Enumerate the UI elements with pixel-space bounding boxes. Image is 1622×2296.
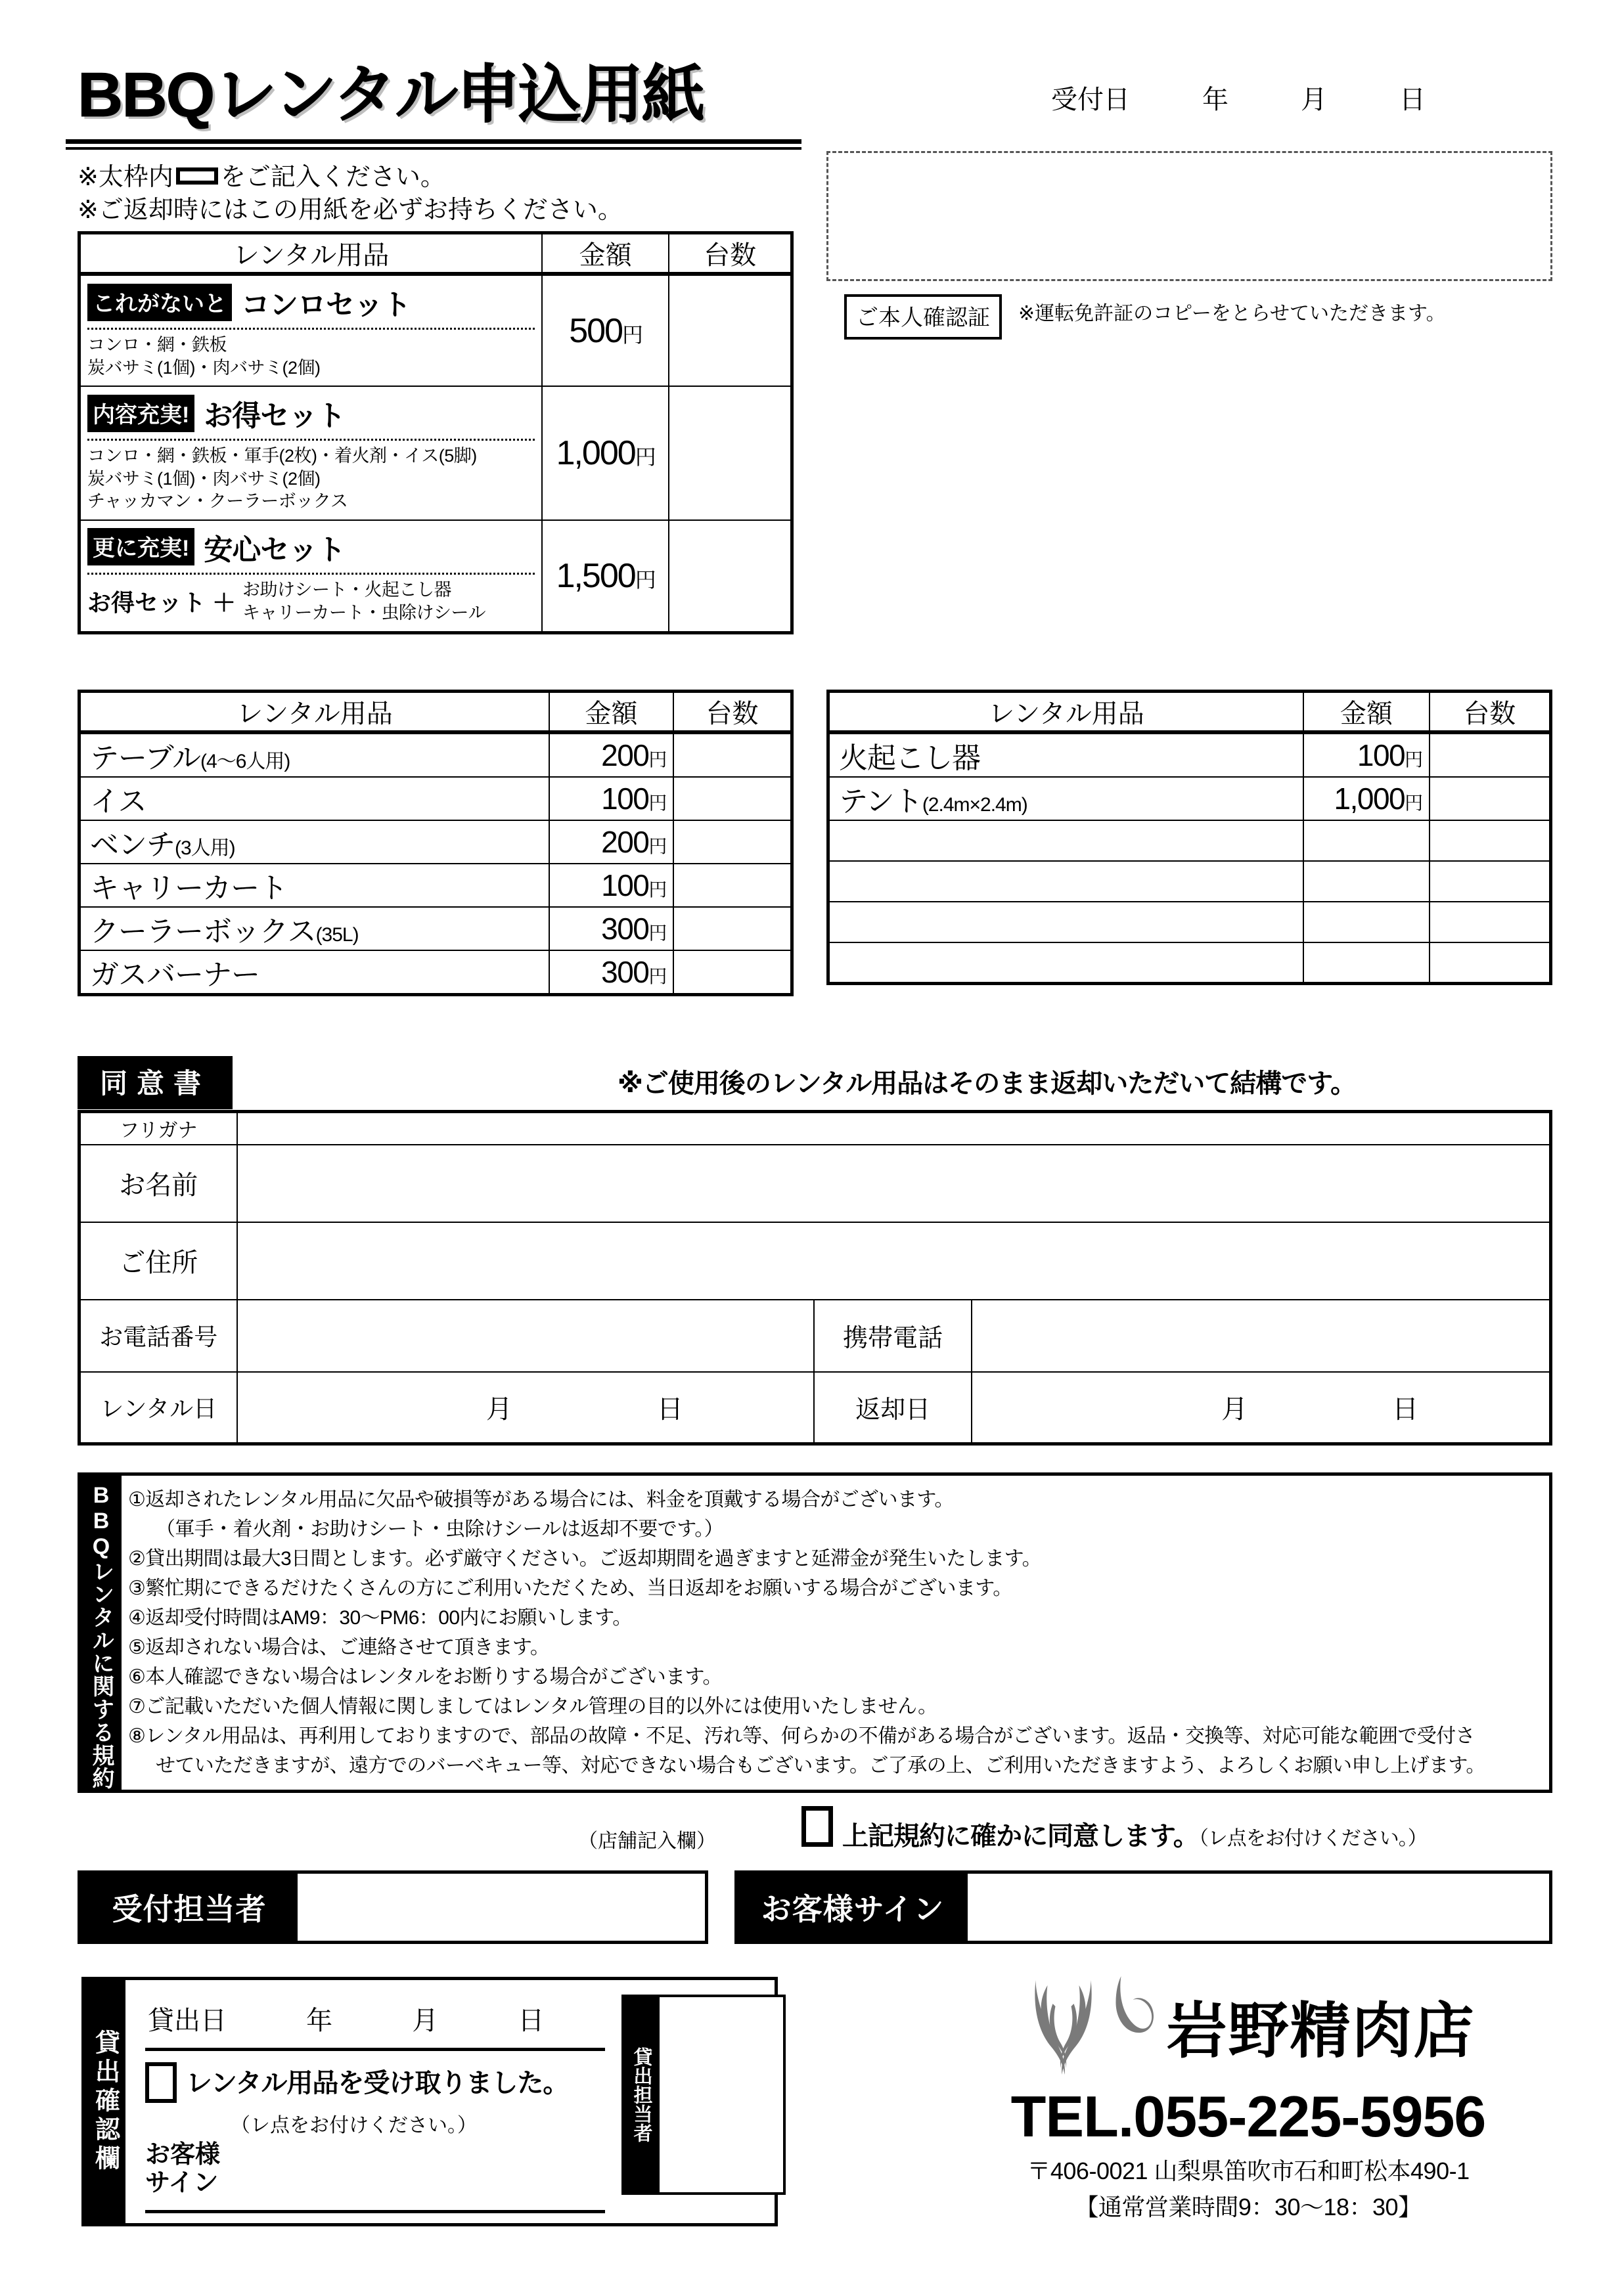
rule-item: ⑥本人確認できない場合はレンタルをお断りする場合がございます。 [128,1666,722,1688]
set-desc-line: お助けシート・火起こし器 [242,579,452,600]
lending-staff-box [621,1995,786,2195]
header-divider [66,139,801,150]
item-price-cell[interactable] [1303,942,1430,983]
receipt-date-label: 受付日 [1051,85,1130,114]
currency-unit: 円 [648,879,666,900]
item-price-cell [1303,732,1430,777]
items-right-col-item: レンタル用品 [828,692,1304,733]
item-name: テーブル [90,742,201,774]
set-desc-line: コンロ・網・鉄板 [87,335,227,355]
currency-unit: 円 [648,793,666,813]
lend-month-label: 月 [412,2006,439,2035]
table-row [828,942,1551,983]
item-name-cell [79,864,550,907]
rental-day-label: 日 [656,1395,683,1424]
row-name [79,1145,1551,1222]
received-check-sub: （レ点をお付けください。） [231,2115,477,2136]
table-row [79,950,792,995]
set-name-konro: コンロセット [241,289,411,321]
signature-row [78,1870,1552,1944]
identity-note: ※運転免許証のコピーをとらせていただきます。 [1018,303,1446,324]
customer-signature-input[interactable] [968,1874,1549,1941]
staff-signature-label: 受付担当者 [81,1874,298,1941]
brand-block [933,1964,1564,2222]
agreement-heading: 同意書 [78,1056,233,1109]
label-telephone: お電話番号 [79,1300,237,1372]
row-telephone [79,1300,1551,1372]
item-name: イス [90,785,146,818]
item-subtext: (4～6人用) [200,751,290,772]
item-price: 200 [601,825,649,859]
item-price-cell [549,864,673,907]
table-row [79,820,792,864]
table-row [828,820,1551,861]
currency-unit: 円 [1405,749,1422,770]
set-desc-line: 炭バサミ(1個)・肉バサミ(2個) [87,468,321,489]
set-col-qty: 台数 [669,233,792,275]
set-price-value: 1,500 [556,556,635,595]
shop-name: 岩野精肉店 [1166,1998,1476,2065]
set-divider [87,439,535,441]
item-name-cell [79,950,550,995]
items-left-col-price: 金額 [549,692,673,733]
set-row-anshin [79,520,792,633]
item-price-cell[interactable] [1303,861,1430,902]
set-desc-otoku [87,445,535,513]
item-name-cell[interactable] [828,820,1304,861]
table-row [79,777,792,820]
confirm-sign-line-2: サイン [145,2169,219,2197]
item-price-cell [549,820,673,864]
item-price: 100 [601,868,649,902]
item-qty-cell[interactable] [1430,732,1551,777]
set-qty-anshin[interactable] [669,520,792,633]
item-name-cell[interactable] [828,861,1304,902]
item-price-cell [549,777,673,820]
item-qty-cell[interactable] [673,820,792,864]
rules-body [122,1476,1549,1790]
currency-unit: 円 [635,445,655,469]
set-badge-anshin: 更に充実! [87,528,194,565]
set-cell-anshin [79,520,543,633]
item-name-cell[interactable] [828,942,1304,983]
label-address: ご住所 [79,1222,237,1300]
return-month-label: 月 [1221,1395,1248,1424]
item-name-cell [79,820,550,864]
set-price-value: 500 [569,311,623,350]
label-name: お名前 [79,1145,237,1222]
items-left-col-item: レンタル用品 [79,692,550,733]
return-day-label: 日 [1392,1395,1419,1424]
id-copy-paste-area[interactable] [826,151,1552,281]
set-cell-konro [79,274,543,386]
table-row [828,732,1551,777]
set-table-header-row [79,233,792,275]
bold-frame-icon [176,167,218,185]
input-name[interactable] [237,1145,1551,1222]
item-price: 300 [601,955,649,989]
page-title: BBQレンタル申込用紙 [78,60,704,130]
item-name: テント [839,785,922,818]
lend-year-label: 年 [306,2006,333,2035]
lend-day-label: 日 [518,2006,545,2035]
rule-item: ①返却されたレンタル用品に欠品や破損等がある場合には、料金を頂戴する場合がございます。 [128,1489,954,1511]
brand-name-row [933,1964,1564,2088]
staff-signature-box [78,1870,708,1944]
confirm-customer-signature-label [145,2141,220,2197]
set-row-otoku [79,386,792,520]
instruction-note-1-prefix: ※太枠内 [78,164,173,191]
set-col-price: 金額 [542,233,669,275]
table-row [79,907,792,950]
item-name: クーラーボックス [90,916,316,948]
currency-unit: 円 [635,567,655,592]
row-furigana [79,1112,1551,1145]
set-desc-line: キャリーカート・虫除けシール [242,602,485,623]
set-name-anshin: 安心セット [204,533,346,566]
set-price-otoku [542,386,669,520]
set-price-value: 1,000 [556,433,635,472]
set-badge-konro: これがないと [87,284,232,321]
set-divider [87,328,535,330]
set-desc-anshin [87,579,535,625]
item-price-cell [549,950,673,995]
confirm-signature-rule[interactable] [145,2210,605,2213]
shop-hours: 【通常営業時間9：30～18：30】 [1075,2194,1422,2220]
receipt-year-label: 年 [1202,85,1228,114]
label-return-date: 返却日 [814,1372,972,1444]
set-plus-extras [242,579,485,625]
item-name-cell [828,732,1304,777]
return-policy-note: ※ご使用後のレンタル用品はそのまま返却いただいて結構です。 [618,1069,1357,1098]
set-row-konro [79,274,792,386]
item-qty-cell[interactable] [1430,777,1551,820]
receipt-date-row [1051,79,1426,116]
received-check-text: レンタル用品を受け取りました。 [186,2069,569,2098]
set-desc-line: コンロ・網・鉄板・軍手(2枚)・着火剤・イス(5脚) [87,446,477,466]
receipt-month-label: 月 [1301,85,1327,114]
label-mobile: 携帯電話 [814,1300,972,1372]
rule-item: ⑧レンタル用品は、再利用しておりますので、部品の故障・不足、汚れ等、何らかの不備がある場合がございます。返品・交換等、対応可能な範囲で受付さ [128,1725,1475,1747]
label-rental-date: レンタル日 [79,1372,237,1444]
item-price: 1,000 [1334,782,1405,816]
item-price: 300 [601,912,649,946]
shop-telephone: TEL.055-225-5956 [1010,2084,1486,2149]
agreement-consent-sub: （レ点をお付けください。） [1198,1828,1427,1849]
lend-date-rule [145,2048,605,2051]
set-price-table [78,231,794,634]
item-subtext: (2.4m×2.4m) [922,794,1027,816]
plus-sign-icon: ＋ [212,589,237,617]
item-name: ガスバーナー [90,959,259,991]
item-name: 火起こし器 [839,742,980,774]
input-furigana[interactable] [237,1112,1551,1145]
label-furigana: フリガナ [79,1112,237,1145]
input-address[interactable] [237,1222,1551,1300]
item-qty-cell[interactable] [1430,902,1551,942]
item-name-cell [79,777,550,820]
item-name-cell [79,732,550,777]
staff-signature-input[interactable] [298,1874,705,1941]
item-price-table-left [78,690,794,996]
agreement-consent-main: 上記規約に確かに同意します。 [842,1822,1199,1851]
rules-section [78,1472,1552,1793]
set-price-konro [542,274,669,386]
currency-unit: 円 [648,923,666,943]
customer-signature-box [734,1870,1552,1944]
received-check-row [145,2062,568,2103]
set-desc-line: 炭バサミ(1個)・肉バサミ(2個) [87,357,321,378]
set-desc-line: チャッカマン・クーラーボックス [87,491,348,512]
set-qty-konro[interactable] [669,274,792,386]
store-use-note: （店舗記入欄） [578,1830,716,1852]
item-price-cell [549,732,673,777]
set-cell-otoku [79,386,543,520]
item-name-cell[interactable] [828,902,1304,942]
item-qty-cell[interactable] [673,907,792,950]
lending-confirmation-side-label: 貸出確認欄 [85,1980,125,2223]
shop-address: 〒406-0021 山梨県笛吹市石和町松本490-1 [1027,2157,1470,2184]
identity-badge: ご本人確認証 [844,294,1002,340]
table-row [828,902,1551,942]
item-qty-cell[interactable] [673,777,792,820]
lending-confirmation-box [81,1977,778,2226]
rule-item: ⑤返却されない場合は、ご連絡させて頂きます。 [128,1637,550,1658]
rule-item: ③繁忙期にできるだけたくさんの方にご利用いただくため、当日返却をお願いする場合がございます。 [128,1578,1012,1599]
currency-unit: 円 [1405,793,1422,813]
input-telephone[interactable] [237,1300,815,1372]
lending-staff-input[interactable] [660,1997,783,2192]
item-qty-cell[interactable] [1430,861,1551,902]
input-return-date[interactable] [972,1372,1550,1444]
lending-staff-label: 貸出担当者 [624,1997,660,2192]
instruction-note-1 [78,156,445,192]
input-mobile[interactable] [972,1300,1550,1372]
item-price-cell[interactable] [1303,902,1430,942]
item-name: キャリーカート [90,872,288,904]
set-col-item: レンタル用品 [79,233,543,275]
item-qty-cell[interactable] [673,864,792,907]
set-price-anshin [542,520,669,633]
item-price: 200 [601,738,649,772]
set-divider [87,573,535,575]
item-price: 100 [1357,738,1405,772]
item-qty-cell[interactable] [1430,820,1551,861]
instruction-note-2: ※ご返却時にはこの用紙を必ずお持ちください。 [78,196,623,224]
rule-item: （軍手・着火剤・お助けシート・虫除けシールは返却不要です。） [156,1518,723,1540]
rules-side-label: BBQレンタルに関する規約 [81,1476,122,1790]
rule-item: ②貸出期間は最大3日間とします。必ず厳守ください。ご返却期間を過ぎますと延滞金が発生いたします。 [128,1548,1041,1570]
item-price: 100 [601,782,649,816]
set-plus-base-label: お得セット [87,589,206,617]
table-row [828,777,1551,820]
agreement-consent-text [842,1806,1427,1853]
item-qty-cell[interactable] [1430,942,1551,983]
currency-unit: 円 [648,966,666,986]
agreement-consent [801,1806,1427,1853]
item-name-cell [828,777,1304,820]
item-qty-cell[interactable] [673,732,792,777]
row-rental-dates [79,1372,1551,1444]
receipt-day-label: 日 [1399,85,1426,114]
items-left-header-row [79,692,792,733]
item-subtext: (35L) [315,924,359,946]
lending-confirmation-body [125,1980,775,2223]
lend-date-row [148,2000,544,2037]
rule-item: せていただきますが、遠方でのバーベキュー等、対応できない場合もございます。ご了承の上、ご利用いただきますよう、よろしくお願い申し上げます。 [156,1755,1485,1777]
set-badge-otoku: 内容充実! [87,395,194,432]
customer-info-table [78,1110,1552,1446]
rule-item: ⑦ご記載いただいた個人情報に関しましてはレンタル管理の目的以外には使用いたしません。 [128,1696,937,1717]
item-price-table-right [826,690,1552,985]
item-name: ベンチ [90,829,175,861]
rule-item: ④返却受付時間はAM9：30～PM6：00内にお願いします。 [128,1607,632,1629]
item-price-cell [1303,777,1430,820]
table-row [79,864,792,907]
customer-signature-label: お客様サイン [738,1874,968,1941]
instruction-note-1-suffix: をご記入ください。 [220,164,445,191]
item-price-cell [549,907,673,950]
items-right-col-price: 金額 [1303,692,1430,733]
currency-unit: 円 [648,836,666,856]
items-right-header-row [828,692,1551,733]
input-rental-date[interactable] [237,1372,815,1444]
item-price-cell[interactable] [1303,820,1430,861]
table-row [828,861,1551,902]
received-checkbox[interactable] [145,2062,177,2103]
row-address [79,1222,1551,1300]
set-desc-konro [87,334,535,379]
item-name-cell [79,907,550,950]
form-header [0,0,1622,223]
bull-head-logo-icon [1021,1966,1162,2087]
lend-date-label: 貸出日 [148,2006,227,2035]
set-name-otoku: お得セット [204,400,346,433]
item-subtext: (3人用) [175,837,235,859]
currency-unit: 円 [648,749,666,770]
agreement-checkbox[interactable] [801,1806,833,1847]
rental-month-label: 月 [485,1395,512,1424]
table-row [79,732,792,777]
items-left-col-qty: 台数 [673,692,792,733]
confirm-sign-line-1: お客様 [145,2141,221,2169]
currency-unit: 円 [622,322,642,347]
item-qty-cell[interactable] [673,950,792,995]
set-qty-otoku[interactable] [669,386,792,520]
items-right-col-qty: 台数 [1430,692,1551,733]
